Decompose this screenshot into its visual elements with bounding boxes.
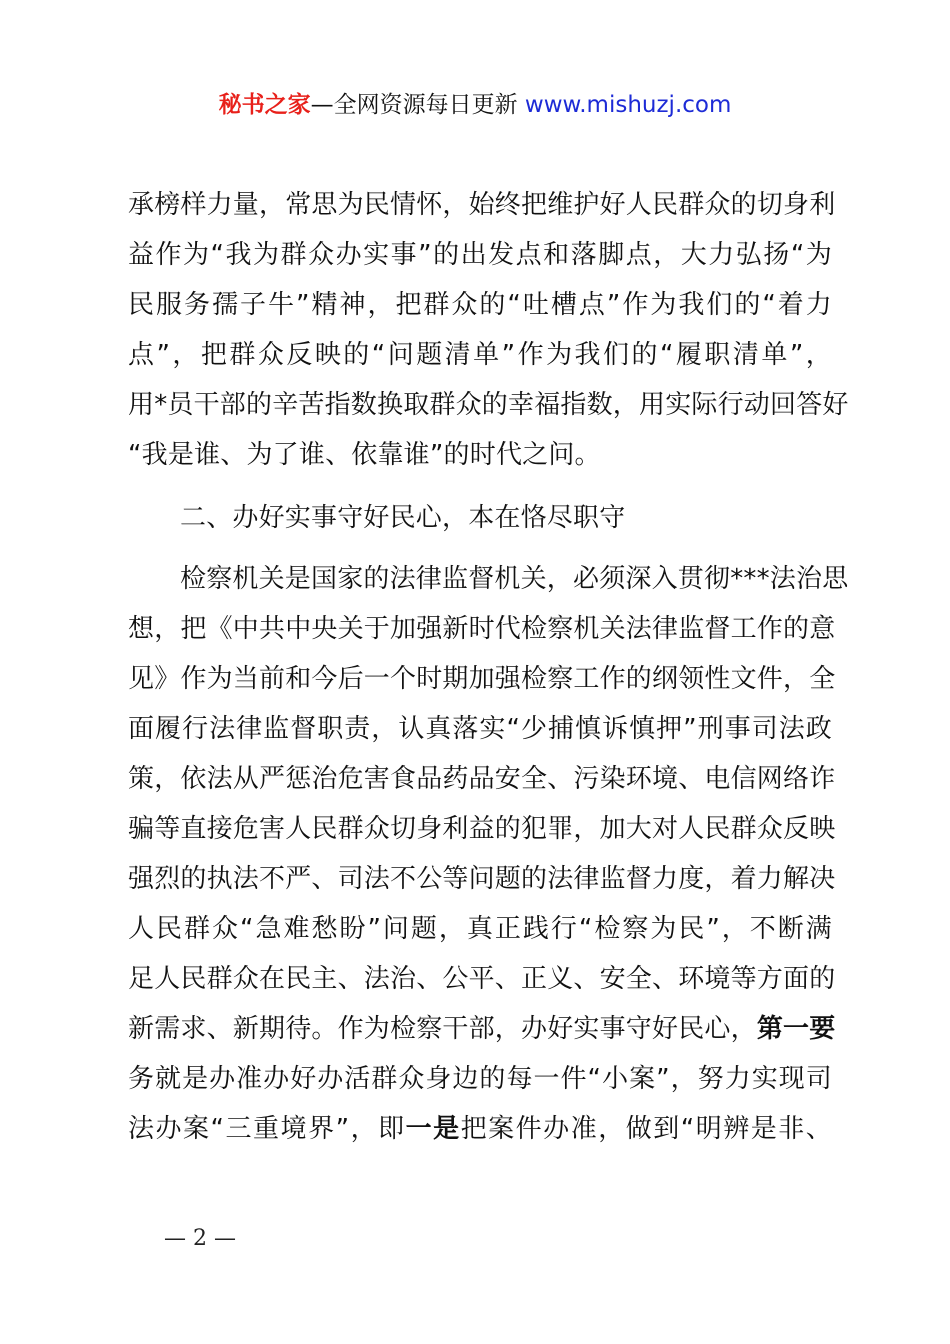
text-line [128, 1104, 832, 1154]
text-line: 见》作为当前和今后一个时期加强检察工作的纲领性文件，全 [128, 664, 836, 694]
text-line: 骗等直接危害人民群众切身利益的犯罪，加大对人民群众反映 [128, 814, 836, 844]
text-line: 益作为“我为群众办实事”的出发点和落脚点，大力弘扬“为 [128, 240, 832, 270]
text-line: 强烈的执法不严、司法不公等问题的法律监督力度，着力解决 [128, 864, 836, 894]
paragraph-1 [128, 180, 849, 480]
text-line: 用*员干部的辛苦指数换取群众的幸福指数，用实际行动回答好 [128, 390, 849, 420]
text-line: 点”，把群众反映的“问题清单”作为我们的“履职清单”， [128, 340, 832, 370]
bold-emphasis: 一是 [405, 1114, 461, 1144]
text-line: “我是谁、为了谁、依靠谁”的时代之问。 [128, 440, 601, 470]
text-line [128, 1004, 836, 1054]
section-heading: 二、办好实事守好民心，本在恪尽职守 [180, 503, 626, 533]
text-line: 想，把《中共中央关于加强新时代检察机关法律监督工作的意 [128, 614, 836, 644]
text-line: 检察机关是国家的法律监督机关，必须深入贯彻***法治思 [180, 564, 849, 594]
text-line: 策，依法从严惩治危害食品药品安全、污染环境、电信网络诈 [128, 764, 836, 794]
site-url[interactable]: www.mishuzj.com [524, 92, 732, 118]
text-line: 务就是办准办好办活群众身边的每一件“小案”，努力实现司 [128, 1064, 832, 1094]
text-line: 人民群众“急难愁盼”问题，真正践行“检察为民”，不断满 [128, 914, 832, 944]
paragraph-2 [128, 554, 849, 1154]
text-line: 足人民群众在民主、法治、公平、正义、安全、环境等方面的 [128, 964, 836, 994]
page-number: — 2 — [164, 1226, 236, 1251]
text-line: 面履行法律监督职责，认真落实“少捕慎诉慎押”刑事司法政 [128, 714, 832, 744]
section-heading-block [128, 493, 832, 543]
header-tagline: —全网资源每日更新 [310, 92, 525, 118]
text-run: 把案件办准，做到“明辨是非、 [460, 1114, 832, 1144]
text-run: 法办案“三重境界”，即 [128, 1114, 406, 1144]
page-header [0, 88, 950, 122]
text-run: 新需求、新期待。作为检察干部，办好实事守好民心， [128, 1014, 757, 1044]
text-line: 民服务孺子牛”精神，把群众的“吐槽点”作为我们的“着力 [128, 290, 832, 320]
bold-emphasis: 第一要 [756, 1014, 836, 1044]
brand-name: 秘书之家 [218, 92, 311, 118]
text-line: 承榜样力量，常思为民情怀，始终把维护好人民群众的切身利 [128, 190, 836, 220]
